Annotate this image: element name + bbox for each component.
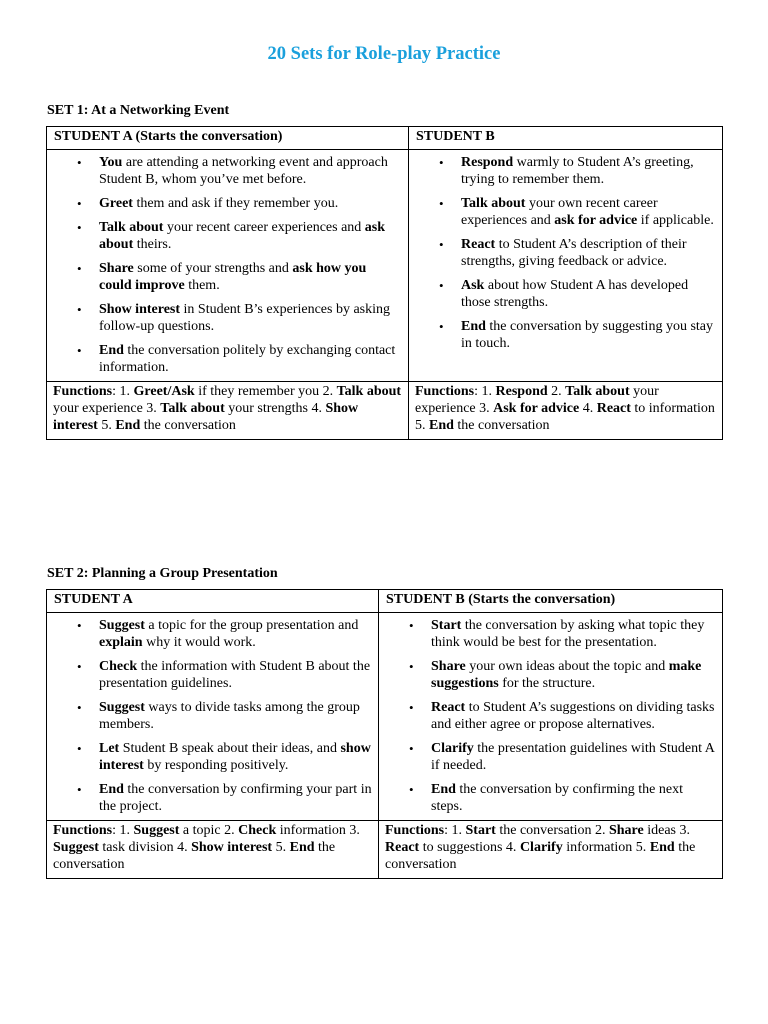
- set-2-student-b-header: STUDENT B (Starts the conversation): [379, 590, 723, 613]
- bold-keyword: ask how you could improve: [99, 261, 367, 293]
- text-run: your recent career experiences and: [163, 220, 365, 235]
- text-run: : 1.: [474, 384, 496, 399]
- set-1-table: [46, 126, 723, 440]
- bold-keyword: End: [461, 319, 486, 334]
- bold-keyword: React: [385, 840, 420, 855]
- set-2-student-a-list: [53, 617, 372, 815]
- list-item: [77, 219, 402, 253]
- bullet-icon: •: [439, 196, 444, 211]
- text-run: the conversation 2.: [495, 823, 609, 838]
- set-1-header-row: [47, 127, 723, 150]
- text-run: to suggestions 4.: [419, 840, 520, 855]
- text-run: information 5.: [562, 840, 650, 855]
- set-1-student-a-header: STUDENT A (Starts the conversation): [47, 127, 409, 150]
- bold-keyword: Talk about: [99, 220, 164, 235]
- text-run: why it would work.: [142, 635, 256, 650]
- bold-keyword: Check: [99, 659, 138, 674]
- bullet-icon: •: [409, 741, 414, 756]
- text-run: them and ask if they remember you.: [132, 196, 339, 211]
- set-1-student-b-tasks: [409, 150, 723, 382]
- bold-keyword: Show interest: [191, 840, 273, 855]
- bullet-icon: •: [77, 618, 82, 633]
- bold-keyword: Show interest: [99, 302, 181, 317]
- text-run: the conversation by asking what topic they think would be best for the presentation.: [431, 618, 705, 650]
- set-2-student-b-tasks: [379, 613, 723, 821]
- bullet-icon: •: [409, 700, 414, 715]
- list-item: [439, 195, 716, 229]
- text-run: the conversation by confirming the next steps.: [431, 782, 683, 814]
- bold-keyword: End: [115, 418, 141, 433]
- bold-keyword: Suggest: [53, 840, 99, 855]
- list-item: [77, 260, 402, 294]
- set-1-student-a-list: [53, 154, 402, 376]
- text-run: your experience 3.: [53, 401, 161, 416]
- bold-keyword: Functions: [415, 384, 475, 399]
- text-run: for the structure.: [498, 676, 596, 691]
- set-2-student-b-functions: [379, 821, 723, 879]
- bold-keyword: Ask for advice: [493, 401, 580, 416]
- bold-keyword: Share: [608, 823, 644, 838]
- set-2-student-b-list: [385, 617, 716, 815]
- bullet-icon: •: [77, 261, 82, 276]
- list-item: [409, 617, 716, 651]
- bullet-icon: •: [77, 782, 82, 797]
- set-1-student-b-header: STUDENT B: [409, 127, 723, 150]
- text-run: to information 5.: [415, 401, 715, 433]
- bullet-icon: •: [77, 196, 82, 211]
- bold-keyword: ask about: [99, 220, 386, 252]
- text-run: ideas 3.: [643, 823, 690, 838]
- set-2-heading: SET 2: Planning a Group Presentation: [47, 566, 278, 581]
- bold-keyword: End: [289, 840, 315, 855]
- text-run: your experience 3.: [415, 384, 659, 416]
- set-2-student-a-tasks: [47, 613, 379, 821]
- bold-keyword: End: [431, 782, 456, 797]
- bullet-icon: •: [409, 659, 414, 674]
- text-run: the conversation by suggesting you stay in touch.: [461, 319, 713, 351]
- set-2-header-row: [47, 590, 723, 613]
- bold-keyword: Functions: [385, 823, 445, 838]
- bullet-icon: •: [77, 155, 82, 170]
- text-run: a topic 2.: [179, 823, 239, 838]
- set-1-student-a-functions: [47, 382, 409, 440]
- set-1-student-b-list: [415, 154, 716, 352]
- list-item: [77, 342, 402, 376]
- list-item: [77, 658, 372, 692]
- bullet-icon: •: [77, 700, 82, 715]
- text-run: them.: [184, 278, 220, 293]
- bold-keyword: Talk about: [160, 401, 225, 416]
- text-run: to Student A’s suggestions on dividing tasks and either agree or propose alternatives.: [431, 700, 715, 732]
- bold-keyword: React: [461, 237, 496, 252]
- bold-keyword: show interest: [99, 741, 371, 773]
- text-run: : 1.: [112, 823, 134, 838]
- text-run: task division 4.: [98, 840, 192, 855]
- bullet-icon: •: [77, 220, 82, 235]
- list-item: [77, 195, 402, 212]
- set-2-functions-row: [47, 821, 723, 879]
- text-run: 4.: [579, 401, 597, 416]
- set-1-functions-row: [47, 382, 723, 440]
- text-run: by responding positively.: [143, 758, 289, 773]
- set-1-student-b-functions: [409, 382, 723, 440]
- text-run: in Student B’s experiences by asking follow-up questions.: [99, 302, 390, 334]
- bold-keyword: Show interest: [53, 401, 359, 433]
- list-item: [439, 236, 716, 270]
- list-item: [77, 699, 372, 733]
- text-run: your own recent career experiences and: [461, 196, 658, 228]
- list-item: [77, 301, 402, 335]
- list-item: [439, 154, 716, 188]
- bullet-icon: •: [409, 782, 414, 797]
- bold-keyword: Greet: [99, 196, 133, 211]
- bold-keyword: Respond: [461, 155, 514, 170]
- bold-keyword: Check: [238, 823, 277, 838]
- text-run: the conversation: [385, 840, 696, 872]
- bold-keyword: End: [99, 782, 124, 797]
- bullet-icon: •: [439, 237, 444, 252]
- bold-keyword: Let: [99, 741, 120, 756]
- text-run: your own ideas about the topic and: [465, 659, 669, 674]
- text-run: are attending a networking event and approach Student B, whom you’ve met before.: [99, 155, 388, 187]
- list-item: [439, 277, 716, 311]
- set-2-student-a-functions: [47, 821, 379, 879]
- text-run: 5.: [97, 418, 116, 433]
- bullet-icon: •: [77, 343, 82, 358]
- text-run: the conversation politely by exchanging contact information.: [99, 343, 396, 375]
- text-run: : 1.: [444, 823, 466, 838]
- set-1-heading: SET 1: At a Networking Event: [47, 103, 230, 118]
- bold-keyword: Talk about: [461, 196, 526, 211]
- list-item: [409, 740, 716, 774]
- list-item: [77, 781, 372, 815]
- bold-keyword: You: [99, 155, 123, 170]
- list-item: [409, 699, 716, 733]
- bold-keyword: make suggestions: [431, 659, 702, 691]
- bold-keyword: Share: [431, 659, 466, 674]
- bold-keyword: explain: [99, 635, 143, 650]
- text-run: if applicable.: [637, 213, 714, 228]
- list-item: [77, 740, 372, 774]
- list-item: [77, 154, 402, 188]
- bold-keyword: Talk about: [565, 384, 630, 399]
- text-run: theirs.: [133, 237, 172, 252]
- bold-keyword: Clarify: [519, 840, 563, 855]
- bold-keyword: Suggest: [99, 700, 145, 715]
- text-run: the conversation: [140, 418, 236, 433]
- set-2-tasks-row: [47, 613, 723, 821]
- text-run: if they remember you 2.: [194, 384, 337, 399]
- text-run: 5.: [272, 840, 290, 855]
- text-run: a topic for the group presentation and: [144, 618, 359, 633]
- bullet-icon: •: [439, 155, 444, 170]
- list-item: [77, 617, 372, 651]
- bold-keyword: Functions: [53, 384, 113, 399]
- set-1-student-a-tasks: [47, 150, 409, 382]
- list-item: [409, 658, 716, 692]
- bold-keyword: Functions: [53, 823, 113, 838]
- bold-keyword: React: [431, 700, 466, 715]
- bold-keyword: Share: [99, 261, 134, 276]
- bold-keyword: React: [596, 401, 631, 416]
- bold-keyword: Talk about: [336, 384, 402, 399]
- bold-keyword: Respond: [495, 384, 548, 399]
- bullet-icon: •: [409, 618, 414, 633]
- set-2-table: [46, 589, 723, 879]
- bullet-icon: •: [439, 319, 444, 334]
- bullet-icon: •: [77, 302, 82, 317]
- bullet-icon: •: [77, 659, 82, 674]
- bold-keyword: Start: [465, 823, 496, 838]
- bold-keyword: ask for advice: [554, 213, 638, 228]
- text-run: your strengths 4.: [224, 401, 326, 416]
- text-run: to Student A’s description of their strengths, giving feedback or advice.: [461, 237, 687, 269]
- bold-keyword: End: [649, 840, 675, 855]
- bold-keyword: Suggest: [99, 618, 145, 633]
- bold-keyword: Clarify: [431, 741, 474, 756]
- text-run: the presentation guidelines with Student A if needed.: [431, 741, 715, 773]
- bold-keyword: Ask: [461, 278, 485, 293]
- list-item: [409, 781, 716, 815]
- text-run: the information with Student B about the presentation guidelines.: [99, 659, 371, 691]
- set-1-tasks-row: [47, 150, 723, 382]
- bold-keyword: End: [99, 343, 124, 358]
- bold-keyword: Suggest: [133, 823, 180, 838]
- text-run: some of your strengths and: [133, 261, 293, 276]
- list-item: [439, 318, 716, 352]
- bold-keyword: Greet/Ask: [133, 384, 195, 399]
- text-run: the conversation by confirming your part in the project.: [99, 782, 372, 814]
- text-run: ways to divide tasks among the group members.: [99, 700, 360, 732]
- text-run: the conversation: [453, 418, 550, 433]
- bold-keyword: Start: [431, 618, 462, 633]
- bullet-icon: •: [77, 741, 82, 756]
- bold-keyword: End: [429, 418, 454, 433]
- text-run: about how Student A has developed those strengths.: [461, 278, 689, 310]
- text-run: information 3.: [276, 823, 360, 838]
- text-run: : 1.: [112, 384, 134, 399]
- set-2-student-a-header: STUDENT A: [47, 590, 379, 613]
- text-run: the conversation: [53, 840, 336, 872]
- bullet-icon: •: [439, 278, 444, 293]
- text-run: Student B speak about their ideas, and: [119, 741, 341, 756]
- page-title: 20 Sets for Role-play Practice: [267, 44, 501, 64]
- text-run: 2.: [547, 384, 566, 399]
- text-run: warmly to Student A’s greeting, trying to remember them.: [461, 155, 694, 187]
